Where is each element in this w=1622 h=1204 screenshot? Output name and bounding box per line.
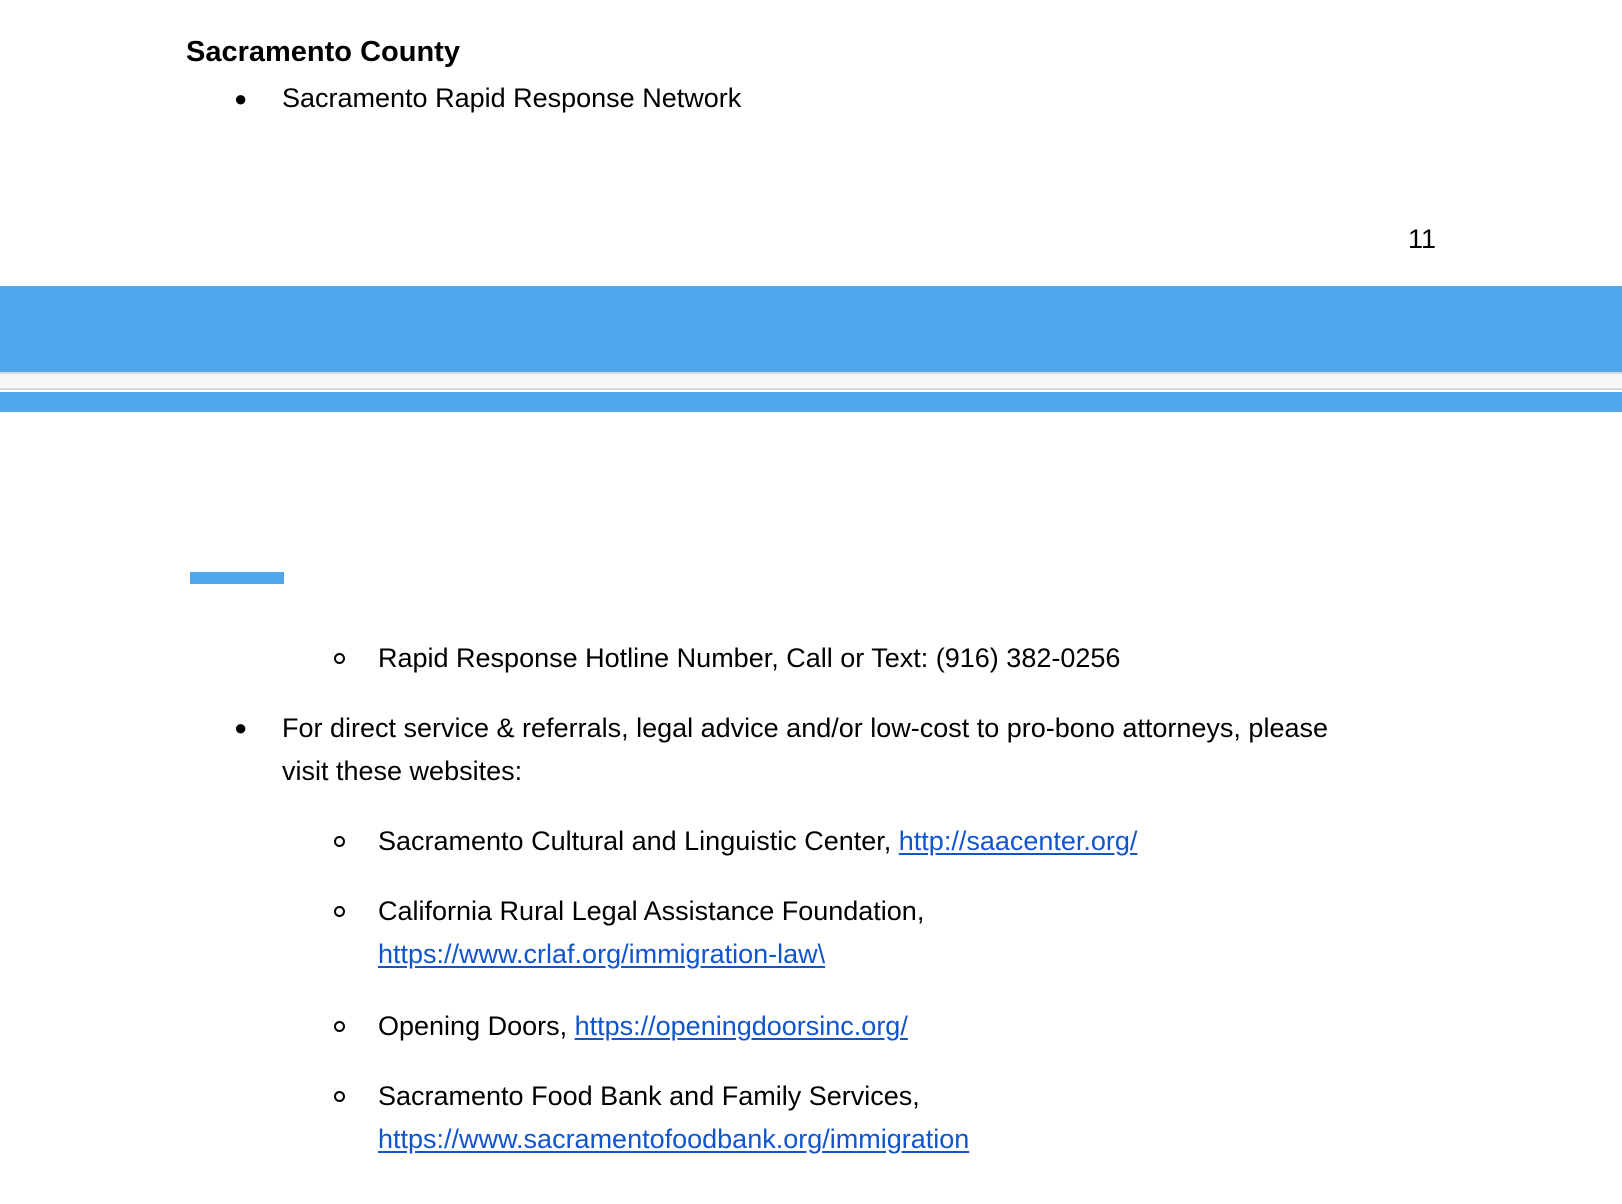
resource-name: Sacramento Food Bank and Family Services, — [378, 1081, 920, 1111]
list-item: Sacramento Rapid Response Network — [282, 83, 742, 113]
resource-link[interactable]: https://www.sacramentofoodbank.org/immigration — [378, 1124, 970, 1154]
circle-bullet-icon — [334, 1091, 345, 1102]
page-break-band — [0, 286, 1622, 372]
resource-name: California Rural Legal Assistance Foundation, — [378, 896, 925, 926]
page-number: 11 — [1407, 224, 1436, 254]
accent-bar — [190, 572, 284, 584]
resource-name: Opening Doors, — [378, 1011, 575, 1041]
page-header-band — [0, 392, 1622, 412]
resource-link[interactable]: http://saacenter.org/ — [898, 826, 1138, 856]
circle-bullet-icon — [334, 836, 345, 847]
resource-link[interactable]: https://www.crlaf.org/immigration-law\ — [378, 939, 826, 969]
circle-bullet-icon — [334, 653, 345, 664]
hotline-item: Rapid Response Hotline Number, Call or Text: (916) 382-0256 — [378, 643, 1121, 673]
resource-name: Sacramento Cultural and Linguistic Center, — [378, 826, 899, 856]
circle-bullet-icon — [334, 1021, 345, 1032]
services-intro-line1: For direct service & referrals, legal advice and/or low-cost to pro-bono attorneys, please — [282, 713, 1328, 743]
resource-item — [378, 821, 1137, 861]
circle-bullet-icon — [334, 906, 345, 917]
page-gap-divider — [0, 388, 1622, 390]
bullet-icon: ● — [234, 86, 248, 111]
resource-item — [378, 1119, 969, 1159]
bullet-icon: ● — [234, 715, 248, 740]
resource-link[interactable]: https://openingdoorsinc.org/ — [574, 1011, 908, 1041]
resource-item — [378, 934, 825, 974]
services-intro-line2: visit these websites: — [282, 756, 523, 786]
section-heading: Sacramento County — [186, 36, 460, 68]
resource-item — [378, 1006, 908, 1046]
